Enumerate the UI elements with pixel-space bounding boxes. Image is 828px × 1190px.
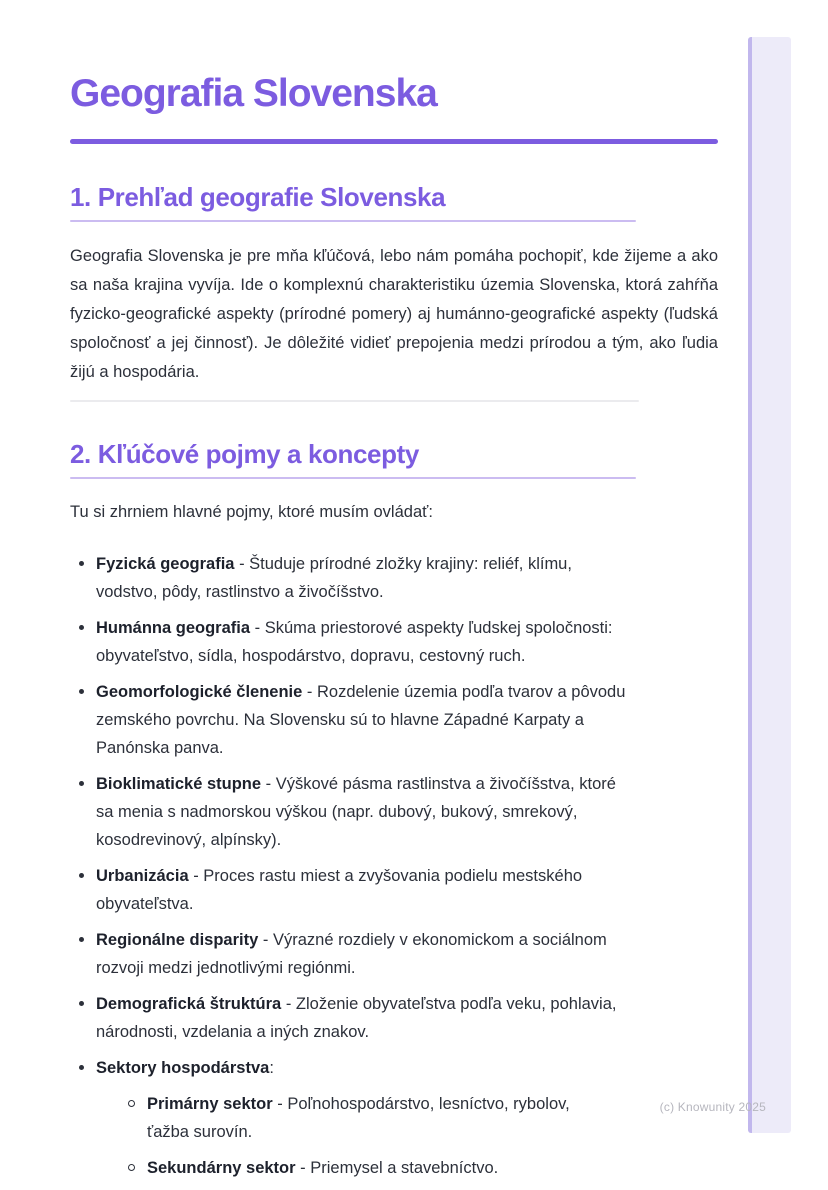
section-1-heading: 1. Prehľad geografie Slovenska — [70, 182, 446, 212]
concept-list — [70, 550, 718, 1182]
sub-concept-list — [121, 1090, 630, 1182]
decorative-side-stripe — [748, 37, 791, 1133]
sub-concept-item: Primárny sektor - Poľnohospodárstvo, lesníctvo, rybolov, ťažba surovín. — [121, 1090, 599, 1146]
concept-item: Fyzická geografia - Študuje prírodné zložky krajiny: reliéf, klímu, vodstvo, pôdy, rastlinstvo a živočíšstvo. — [70, 550, 630, 606]
concept-item: Humánna geografia - Skúma priestorové aspekty ľudskej spoločnosti: obyvateľstvo, sídla, hospodárstvo, dopravu, cestovný ruch. — [70, 614, 630, 670]
concept-term: Demografická štruktúra — [96, 995, 282, 1013]
concept-term: Humánna geografia — [96, 619, 251, 637]
page-title: Geografia Slovenska — [70, 72, 437, 115]
concept-term: Fyzická geografia — [96, 555, 235, 573]
section-1-underline — [70, 220, 636, 222]
section-1-paragraph: Geografia Slovenska je pre mňa kľúčová, lebo nám pomáha pochopiť, kde žijeme a ako sa naša krajina vyvíja. Ide o komplexnú charakteristiku územia Slovenska, ktorá zahŕňa fyzicko-geografické aspekty (prírodné pomery) aj humánno-geografické aspekty (ľudská spoločnosť a jej činnosť). Je dôležité vidieť prepojenia medzi prírodou a tým, ako ľudia žijú a hospodária. — [70, 247, 718, 381]
concept-item: Demografická štruktúra - Zloženie obyvateľstva podľa veku, pohlavia, národnosti, vzdelania a iných znakov. — [70, 990, 630, 1046]
concept-term: Sekundárny sektor — [147, 1159, 296, 1177]
concept-item: Bioklimatické stupne - Výškové pásma rastlinstva a živočíšstva, ktoré sa menia s nadmorskou výškou (napr. dubový, bukový, smrekový, kosodrevinový, alpínsky). — [70, 770, 630, 854]
concept-term: Primárny sektor — [147, 1095, 273, 1113]
concept-item: Regionálne disparity - Výrazné rozdiely v ekonomickom a sociálnom rozvoji medzi jednotlivými regiónmi. — [70, 926, 630, 982]
concept-term: Geomorfologické členenie — [96, 683, 303, 701]
concept-term: Sektory hospodárstva — [96, 1059, 270, 1077]
concept-item: Geomorfologické členenie - Rozdelenie územia podľa tvarov a pôvodu zemského povrchu. Na Slovensku sú to hlavne Západné Karpaty a Panónska panva. — [70, 678, 630, 762]
title-rule — [70, 139, 718, 144]
concept-item: Urbanizácia - Proces rastu miest a zvyšovania podielu mestského obyvateľstva. — [70, 862, 630, 918]
copyright-notice: (c) Knowunity 2025 — [659, 1100, 766, 1114]
section-2-heading: 2. Kľúčové pojmy a koncepty — [70, 439, 419, 469]
section-divider — [70, 400, 639, 402]
concept-item: Sektory hospodárstva: Primárny sektor - Poľnohospodárstvo, lesníctvo, rybolov, ťažba surovín. Sekundárny sektor - Priemysel a stavebníctvo. — [70, 1054, 630, 1182]
document-content — [70, 0, 718, 1190]
concept-list-intro: Tu si zhrniem hlavné pojmy, ktoré musím ovládať: — [70, 503, 433, 521]
concept-term: Urbanizácia — [96, 867, 189, 885]
concept-term: Regionálne disparity — [96, 931, 259, 949]
section-2-underline — [70, 477, 636, 479]
concept-term: Bioklimatické stupne — [96, 775, 262, 793]
sub-concept-item: Sekundárny sektor - Priemysel a stavebníctvo. — [121, 1154, 599, 1182]
